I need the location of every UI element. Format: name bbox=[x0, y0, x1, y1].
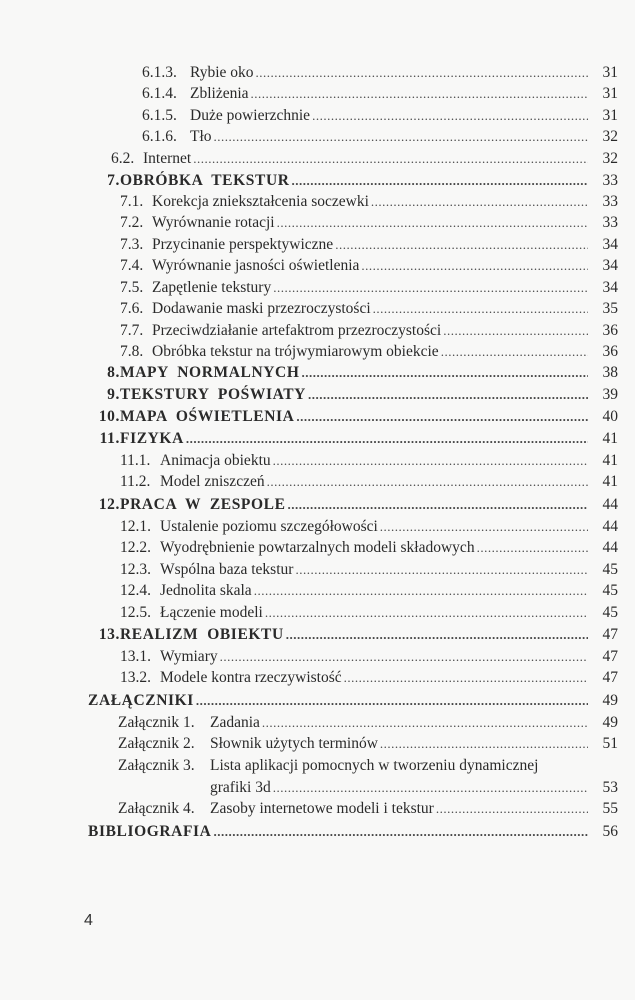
dot-leader bbox=[213, 821, 588, 842]
dot-leader bbox=[256, 62, 588, 83]
dot-leader bbox=[441, 341, 588, 362]
toc-page-number: 33 bbox=[602, 214, 618, 231]
dot-leader bbox=[267, 471, 588, 492]
toc-page-number: 32 bbox=[602, 128, 618, 145]
dot-leader bbox=[288, 494, 588, 515]
toc-number: 12.1. bbox=[120, 518, 151, 535]
toc-entry[interactable] bbox=[88, 690, 618, 711]
toc-page-number: 38 bbox=[602, 364, 618, 381]
toc-entry[interactable] bbox=[120, 516, 618, 537]
toc-number: Załącznik 3. bbox=[118, 757, 195, 774]
toc-title: Zapętlenie tekstury bbox=[152, 279, 272, 296]
toc-number: Załącznik 2. bbox=[118, 735, 195, 752]
toc-page-number: 36 bbox=[602, 322, 618, 339]
toc-page-number: 45 bbox=[602, 604, 618, 621]
dot-leader bbox=[443, 320, 588, 341]
toc-entry[interactable] bbox=[118, 733, 618, 754]
toc-title: Modele kontra rzeczywistość bbox=[160, 669, 342, 686]
dot-leader bbox=[380, 516, 588, 537]
toc-title: ZAŁĄCZNIKI bbox=[88, 692, 194, 709]
toc-title: Łączenie modeli bbox=[160, 604, 263, 621]
toc-number: 8. bbox=[107, 364, 120, 381]
toc-page-number: 36 bbox=[602, 343, 618, 360]
toc-entry[interactable] bbox=[120, 471, 618, 492]
toc-title: Zasoby internetowe modeli i tekstur bbox=[210, 800, 434, 817]
toc-entry[interactable] bbox=[111, 148, 618, 169]
toc-number: 7.3. bbox=[120, 236, 144, 253]
dot-leader bbox=[273, 277, 588, 298]
toc-entry[interactable] bbox=[120, 255, 618, 276]
toc-page-number: 31 bbox=[602, 85, 618, 102]
toc-number: Załącznik 4. bbox=[118, 800, 195, 817]
toc-title: Internet bbox=[143, 150, 192, 167]
toc-page-number: 44 bbox=[602, 539, 618, 556]
dot-leader bbox=[273, 450, 588, 471]
toc-entry[interactable] bbox=[120, 212, 618, 233]
dot-leader bbox=[335, 234, 588, 255]
dot-leader bbox=[265, 602, 588, 623]
toc-entry[interactable] bbox=[118, 798, 618, 819]
toc-page-number: 45 bbox=[602, 561, 618, 578]
toc-title: Zbliżenia bbox=[190, 85, 249, 102]
toc-title: Wyodrębnienie powtarzalnych modeli składowych bbox=[160, 539, 475, 556]
toc-page-number: 41 bbox=[602, 473, 618, 490]
toc-page-number: 47 bbox=[602, 648, 618, 665]
toc-entry[interactable] bbox=[120, 559, 618, 580]
toc-title: Wspólna baza tekstur bbox=[160, 561, 294, 578]
toc-page-number: 40 bbox=[602, 408, 618, 425]
dot-leader bbox=[477, 537, 588, 558]
toc-entry[interactable] bbox=[118, 755, 590, 776]
toc-title: MAPA OŚWIETLENIA bbox=[120, 408, 295, 425]
toc-entry[interactable] bbox=[120, 580, 618, 601]
toc-page-number: 45 bbox=[602, 582, 618, 599]
toc-entry[interactable] bbox=[210, 777, 618, 798]
dot-leader bbox=[196, 690, 588, 711]
toc-number: 13. bbox=[98, 626, 120, 643]
toc-entry[interactable] bbox=[142, 83, 618, 104]
toc-page-number: 51 bbox=[602, 735, 618, 752]
toc-title: Wyrównanie rotacji bbox=[152, 214, 275, 231]
dot-leader bbox=[380, 733, 588, 754]
toc-title: Duże powierzchnie bbox=[190, 107, 311, 124]
toc-entry[interactable] bbox=[142, 126, 618, 147]
dot-leader bbox=[436, 798, 588, 819]
dot-leader bbox=[186, 428, 588, 449]
toc-number: 11. bbox=[99, 430, 120, 447]
toc-number: 7.6. bbox=[120, 300, 144, 317]
toc-title: Jednolita skala bbox=[160, 582, 252, 599]
toc-entry[interactable] bbox=[120, 320, 618, 341]
toc-page-number: 41 bbox=[602, 430, 618, 447]
toc-number: 7.1. bbox=[120, 193, 144, 210]
toc-page-number: 39 bbox=[602, 386, 618, 403]
toc-page-number: 34 bbox=[602, 279, 618, 296]
toc-entry[interactable] bbox=[120, 646, 618, 667]
dot-leader bbox=[344, 667, 588, 688]
toc-number: 6.1.5. bbox=[142, 107, 177, 124]
dot-leader bbox=[254, 580, 588, 601]
toc-page-number: 49 bbox=[602, 714, 618, 731]
toc-entry[interactable] bbox=[120, 537, 618, 558]
dot-leader bbox=[251, 83, 588, 104]
toc-entry[interactable] bbox=[92, 494, 618, 515]
dot-leader bbox=[361, 255, 588, 276]
toc-page-number: 53 bbox=[602, 779, 618, 796]
toc-entry[interactable] bbox=[120, 602, 618, 623]
dot-leader bbox=[220, 646, 588, 667]
toc-title: Przycinanie perspektywiczne bbox=[152, 236, 334, 253]
toc-number: Załącznik 1. bbox=[118, 714, 195, 731]
toc-entry[interactable] bbox=[120, 277, 618, 298]
dot-leader bbox=[302, 362, 588, 383]
toc-title: Animacja obiektu bbox=[160, 452, 271, 469]
toc-number: 7.2. bbox=[120, 214, 144, 231]
toc-title: Zadania bbox=[210, 714, 260, 731]
toc-title: Obróbka tekstur na trójwymiarowym obiekcie bbox=[152, 343, 439, 360]
toc-number: 13.1. bbox=[120, 648, 151, 665]
dot-leader bbox=[308, 384, 588, 405]
toc-entry[interactable] bbox=[120, 298, 618, 319]
page-number: 4 bbox=[84, 912, 93, 929]
toc-number: 12.2. bbox=[120, 539, 151, 556]
toc-number: 12.5. bbox=[120, 604, 151, 621]
toc-title: PRACA W ZESPOLE bbox=[120, 496, 286, 513]
toc-number: 12.4. bbox=[120, 582, 151, 599]
toc-number: 10. bbox=[98, 408, 120, 425]
toc-title: Wymiary bbox=[160, 648, 218, 665]
toc-page-number: 55 bbox=[602, 800, 618, 817]
toc-entry[interactable] bbox=[92, 624, 618, 645]
toc-number: 7.4. bbox=[120, 257, 144, 274]
toc-title: Rybie oko bbox=[190, 64, 254, 81]
toc-entry[interactable] bbox=[88, 821, 618, 842]
toc-entry[interactable] bbox=[142, 105, 618, 126]
toc-number: 11.2. bbox=[120, 473, 151, 490]
dot-leader bbox=[296, 406, 588, 427]
toc-number: 12.3. bbox=[120, 561, 151, 578]
dot-leader bbox=[286, 624, 588, 645]
toc-title: OBRÓBKA TEKSTUR bbox=[120, 172, 290, 189]
toc-number: 6.1.4. bbox=[142, 85, 177, 102]
dot-leader bbox=[312, 105, 588, 126]
toc-page-number: 44 bbox=[602, 496, 618, 513]
dot-leader bbox=[373, 298, 588, 319]
toc-title: TEKSTURY POŚWIATY bbox=[120, 386, 306, 403]
toc-page-number: 33 bbox=[602, 172, 618, 189]
toc-number: 7. bbox=[107, 172, 120, 189]
toc-number: 12. bbox=[98, 496, 120, 513]
toc-entry[interactable] bbox=[120, 191, 618, 212]
toc-entry[interactable] bbox=[92, 384, 618, 405]
toc-page-number: 32 bbox=[602, 150, 618, 167]
toc-title: Korekcja zniekształcenia soczewki bbox=[152, 193, 369, 210]
toc-entry[interactable] bbox=[120, 667, 618, 688]
toc-page-number: 34 bbox=[602, 257, 618, 274]
toc-title: FIZYKA bbox=[120, 430, 184, 447]
toc-entry[interactable] bbox=[120, 234, 618, 255]
toc-page-number: 33 bbox=[602, 193, 618, 210]
toc-title: Lista aplikacji pomocnych w tworzeniu dynamicznej bbox=[210, 757, 539, 774]
dot-leader bbox=[262, 712, 588, 733]
toc-title: Przeciwdziałanie artefaktrom przezroczystości bbox=[152, 322, 442, 339]
dot-leader bbox=[193, 148, 588, 169]
toc-number: 7.5. bbox=[120, 279, 144, 296]
toc-entry[interactable] bbox=[92, 406, 618, 427]
toc-number: 7.8. bbox=[120, 343, 144, 360]
toc-number: 11.1. bbox=[120, 452, 151, 469]
dot-leader bbox=[277, 212, 588, 233]
toc-entry[interactable] bbox=[92, 428, 618, 449]
toc-page-number: 34 bbox=[602, 236, 618, 253]
toc-number: 9. bbox=[107, 386, 120, 403]
toc-entry[interactable] bbox=[92, 362, 618, 383]
toc-title: MAPY NORMALNYCH bbox=[120, 364, 300, 381]
toc-title: REALIZM OBIEKTU bbox=[120, 626, 284, 643]
toc-title: Dodawanie maski przezroczystości bbox=[152, 300, 371, 317]
toc-title: Słownik użytych terminów bbox=[210, 735, 378, 752]
toc-entry[interactable] bbox=[120, 341, 618, 362]
dot-leader bbox=[295, 559, 588, 580]
toc-title: Tło bbox=[190, 128, 212, 145]
toc-title: Model zniszczeń bbox=[160, 473, 265, 490]
dot-leader bbox=[273, 777, 588, 798]
toc-entry[interactable] bbox=[142, 62, 618, 83]
toc-number: 13.2. bbox=[120, 669, 151, 686]
toc-page-number: 47 bbox=[602, 626, 618, 643]
toc-page-number: 56 bbox=[602, 823, 618, 840]
toc-number: 6.2. bbox=[111, 150, 135, 167]
toc-title: Wyrównanie jasności oświetlenia bbox=[152, 257, 360, 274]
toc-page-number: 31 bbox=[602, 107, 618, 124]
dot-leader bbox=[371, 191, 588, 212]
toc-entry[interactable] bbox=[120, 450, 618, 471]
toc-page-number: 49 bbox=[602, 692, 618, 709]
toc-number: 6.1.3. bbox=[142, 64, 177, 81]
toc-title: grafiki 3d bbox=[210, 779, 271, 796]
toc-page-number: 41 bbox=[602, 452, 618, 469]
dot-leader bbox=[292, 170, 588, 191]
toc-title: BIBLIOGRAFIA bbox=[88, 823, 212, 840]
toc-number: 6.1.6. bbox=[142, 128, 177, 145]
toc-entry[interactable] bbox=[92, 170, 618, 191]
toc-title: Ustalenie poziomu szczegółowości bbox=[160, 518, 378, 535]
toc-page-number: 35 bbox=[602, 300, 618, 317]
dot-leader bbox=[214, 126, 588, 147]
toc-number: 7.7. bbox=[120, 322, 144, 339]
toc-page-number: 31 bbox=[602, 64, 618, 81]
toc-entry[interactable] bbox=[118, 712, 618, 733]
toc-page-number: 44 bbox=[602, 518, 618, 535]
toc-page-number: 47 bbox=[602, 669, 618, 686]
